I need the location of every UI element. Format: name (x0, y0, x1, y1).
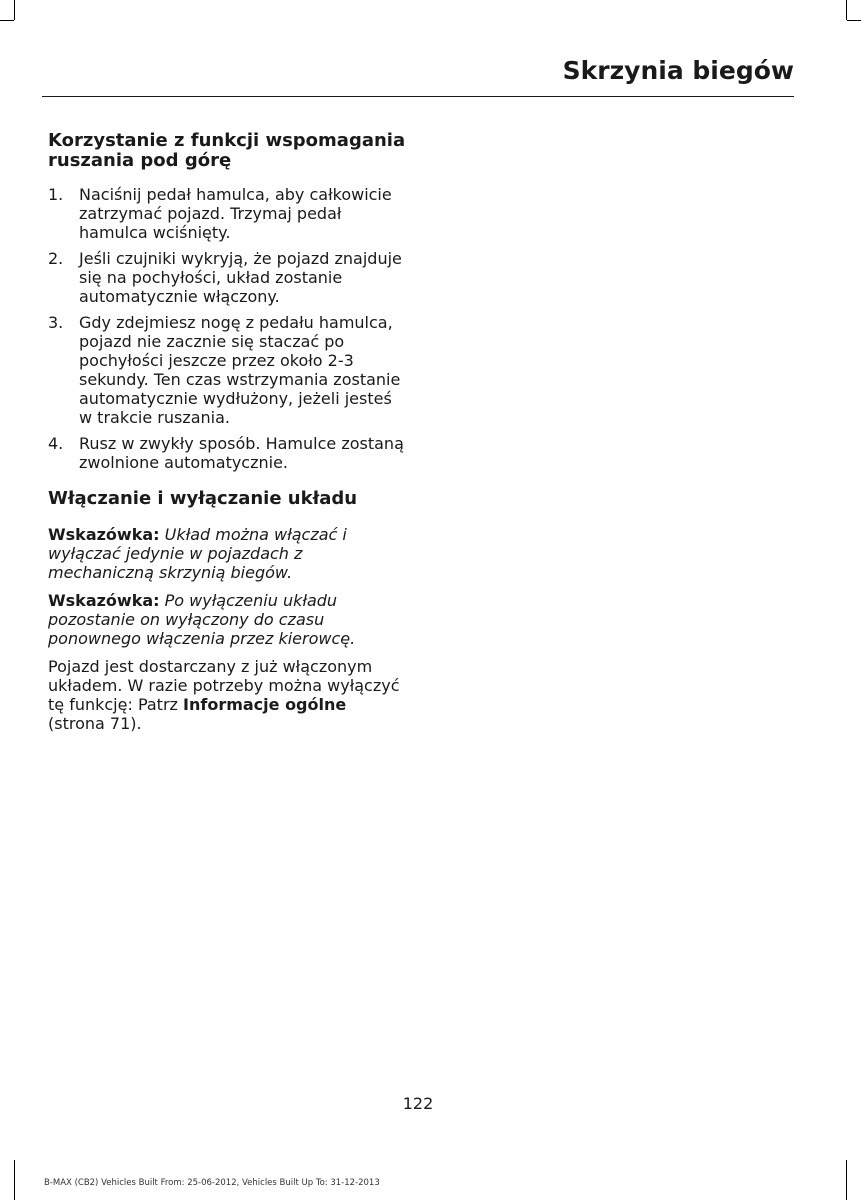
main-column (48, 131, 408, 742)
section-title-switching: Włączanie i wyłączanie układu (48, 488, 358, 509)
step-number: 1. (48, 185, 64, 204)
crop-mark-top-left-vertical (14, 0, 15, 20)
body-paragraph (48, 657, 408, 733)
page-number: 122 (402, 1094, 434, 1113)
note-paragraph (48, 525, 408, 582)
note-text: Układ można włączać i wyłączać jedynie w pojazdach z mechaniczną skrzynią biegów. (48, 525, 347, 582)
step-number: 4. (48, 434, 64, 453)
note-label: Wskazówka: (48, 591, 160, 610)
footer-text: B-MAX (CB2) Vehicles Built From: 25-06-2012, Vehicles Built Up To: 31-12-2013 (44, 1178, 380, 1188)
step-text: Naciśnij pedał hamulca, aby całkowicie zatrzymać pojazd. Trzymaj pedał hamulca wciśnięty. (79, 185, 392, 242)
note-text: Po wyłączeniu układu pozostanie on wyłączony do czasu ponownego włączenia przez kierowcę. (48, 591, 356, 648)
body-text: Pojazd jest dostarczany z już włączonym układem. W razie potrzeby można wyłączyć tę funkcję: Patrz (48, 657, 400, 714)
steps-list (48, 185, 408, 472)
step-text: Rusz w zwykły sposób. Hamulce zostaną zwolnione automatycznie. (79, 434, 404, 472)
step-number: 3. (48, 313, 64, 332)
note-label: Wskazówka: (48, 525, 160, 544)
crop-mark-bottom-left-vertical (14, 1160, 15, 1200)
crop-mark-top-right-vertical (846, 0, 847, 20)
note-paragraph (48, 591, 408, 648)
crop-mark-bottom-right-vertical (846, 1160, 847, 1200)
body-suffix: (strona 71). (48, 714, 142, 733)
step-text: Gdy zdejmiesz nogę z pedału hamulca, pojazd nie zacznie się staczać po pochyłości jeszcze przez około 2-3 sekundy. Ten czas wstrzymania zostanie automatycznie wydłużony, jeżeli jesteś w trakcie ruszania. (79, 313, 401, 427)
list-item (48, 185, 408, 242)
page-header (42, 55, 794, 87)
cross-reference-link[interactable]: Informacje ogólne (183, 695, 347, 714)
header-divider (42, 96, 794, 97)
list-item (48, 434, 408, 472)
step-number: 2. (48, 249, 64, 268)
step-text: Jeśli czujniki wykryją, że pojazd znajduje się na pochyłości, układ zostanie automatycznie włączony. (79, 249, 402, 306)
crop-mark-top-right-horizontal (847, 20, 861, 21)
crop-mark-top-left-horizontal (0, 20, 14, 21)
section-title-hill-start-assist: Korzystanie z funkcji wspomagania ruszania pod górę (48, 130, 406, 171)
list-item (48, 249, 408, 306)
list-item (48, 313, 408, 427)
page-title: Skrzynia biegów (562, 56, 794, 85)
